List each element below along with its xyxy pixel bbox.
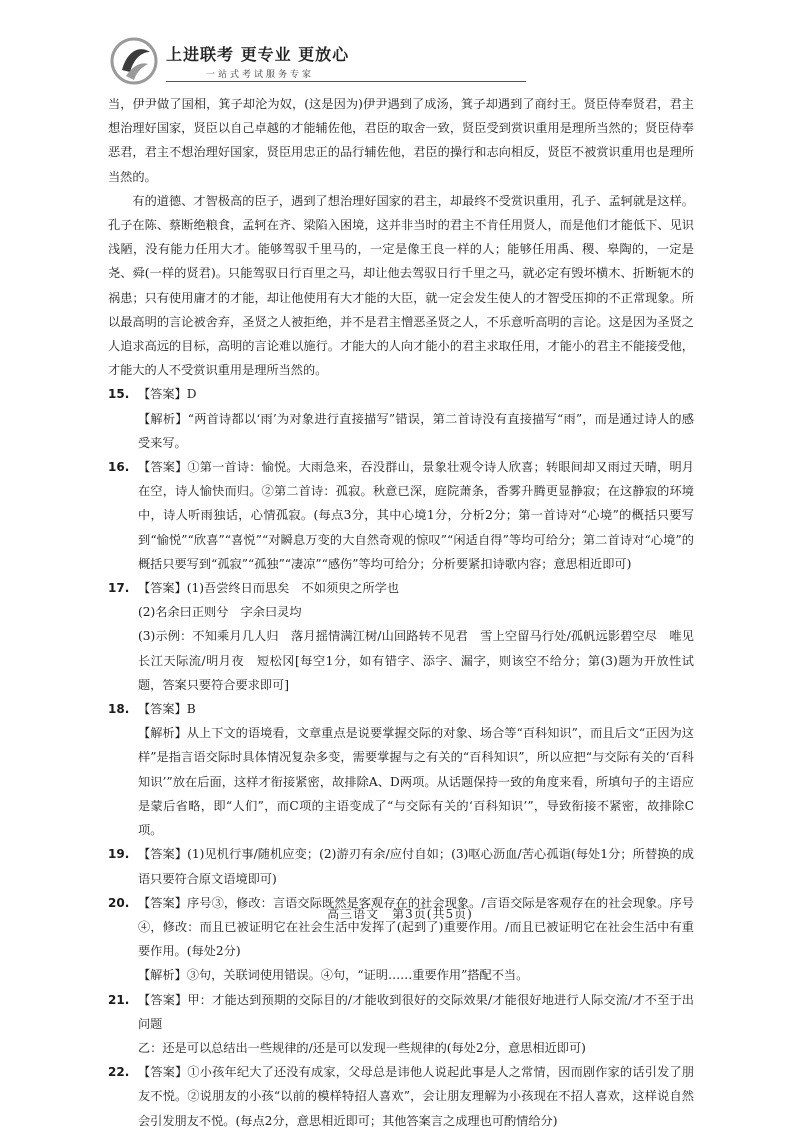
answer-item-16 xyxy=(108,455,694,576)
answer-line: 【答案】B xyxy=(138,702,196,717)
answer-line: 【答案】①小孩年纪大了还没有成家，父母总是讳他人说起此事是人之常情，因而剧作家的话引发了朋友不悦。②说朋友的小孩“以前的模样特招人喜欢”，会让朋友理解为小孩现在不招人喜欢，这样说自然会引发朋友不悦。(每点2分，意思相近即可；其他答案言之成理也可酌情给分) xyxy=(138,1065,694,1128)
answer-line: (3)示例：不知乘月几人归 落月摇情满江树/山回路转不见君 雪上空留马行处/孤帆远影碧空尽 唯见长江天际流/明月夜 短松冈[每空1分，如有错字、添字、漏字，则该空不给分；第(3)题为开放性试题，答案只要符合要求即可] xyxy=(138,629,694,692)
answer-line: (2)名余曰正则兮 字余曰灵均 xyxy=(138,605,302,620)
answer-item-21 xyxy=(108,988,694,1061)
header-rule xyxy=(166,81,526,82)
brand-tagline: 一站式考试服务专家 xyxy=(206,70,315,80)
header xyxy=(108,34,708,94)
answer-line: 【答案】序号③，修改：言语交际既然是客观存在的社会现象。/言语交际是客观存在的社会现象。序号④，修改：而且已被证明它在社会生活中发挥了(起到了)重要作用。/而且已被证明它在社会生活中有重要作用。(每处2分) xyxy=(138,895,694,959)
question-number: 22. xyxy=(108,1065,130,1080)
question-number: 17. xyxy=(108,581,130,596)
content xyxy=(108,92,694,1133)
answer-line: 【答案】甲：才能达到预期的交际目的/才能收到很好的交际效果/才能很好地进行人际交流/才不至于出问题 xyxy=(138,992,694,1031)
passage-paragraph-1: 当，伊尹做了国相，箕子却沦为奴，(这是因为)伊尹遇到了成汤，箕子却遇到了商纣王。贤臣侍奉贤君，君主想治理好国家，贤臣以自己卓越的才能辅佐他，君臣的取舍一致，贤臣受到赏识重用是理所当然的；贤臣侍奉恶君，君主不想治理好国家，贤臣用忠正的品行辅佐他，君臣的操行和志向相反，贤臣不被赏识重用也是理所当然的。 xyxy=(108,97,694,184)
answer-item-19 xyxy=(108,842,694,890)
question-number: 20. xyxy=(108,895,130,910)
answer-line: 【答案】D xyxy=(138,387,197,402)
question-number: 19. xyxy=(108,847,130,862)
answer-line: 【答案】(1)见机行事/随机应变；(2)游刃有余/应付自如；(3)呕心沥血/苦心孤诣(每处1分；所替换的成语只要符合原文语境即可) xyxy=(138,847,694,886)
question-number: 18. xyxy=(108,702,130,717)
answer-item-18 xyxy=(108,697,694,842)
passage-paragraph-2: 有的道德、才智极高的臣子，遇到了想治理好国家的君主，却最终不受赏识重用，孔子、孟轲就是这样。孔子在陈、蔡断绝粮食，孟轲在齐、梁陷入困境，这并非当时的君主不肯任用贤人，而是他们才能低下、见识浅陋，没有能力任用大才。能够驾驭千里马的，一定是像王良一样的人；能够任用禹、稷、皋陶的，一定是尧、舜(一样的贤君)。只能驾驭日行百里之马，却让他去驾驭日行千里之马，就必定有毁坏横木、折断轭木的祸患；只有使用庸才的才能，却让他使用有大才能的大臣，就一定会发生使人的才智受压抑的不正常现象。所以最高明的言论被舍弃，圣贤之人被拒绝，并不是君主憎恶圣贤之人，不乐意听高明的言论。这是因为圣贤之人追求高远的目标，高明的言论难以施行。才能大的人向才能小的君主求取任用，才能小的君主不能接受他，才能大的人不受赏识重用是理所当然的。 xyxy=(108,193,694,378)
page-footer: 高三语文 第3页(共5页) xyxy=(327,907,473,921)
analysis-line: 【解析】③句，关联词使用错误。④句，“证明……重要作用”搭配不当。 xyxy=(138,968,529,983)
answer-item-15 xyxy=(108,382,694,455)
analysis-line: 【解析】从上下文的语境看，文章重点是说要掌握交际的对象、场合等“百科知识”，而且后文“正因为这样”是指言语交际时具体情况复杂多变，需要掌握与之有关的“百科知识”，所以应把“与交际有关的‘百科知识’”放在后面，这样才衔接紧密，故排除A、D两项。从话题保持一致的角度来看，所填句子的主语应是蒙后省略，即“人们”，而C项的主语变成了“与交际有关的‘百科知识’”，导致衔接不紧密，故排除C项。 xyxy=(138,726,694,838)
brand-slogan: 上进联考 更专业 更放心 xyxy=(166,45,350,64)
brand-logo-icon xyxy=(108,34,162,88)
analysis-line: 【解析】“两首诗都以‘雨’为对象进行直接描写”错误，第二首诗没有直接描写“雨”，而是通过诗人的感受来写。 xyxy=(138,411,694,450)
question-number: 16. xyxy=(108,460,130,475)
question-number: 15. xyxy=(108,387,130,402)
answer-line: 【答案】①第一首诗：愉悦。大雨急来，吞没群山，景象壮观令诗人欣喜；转眼间却又雨过天晴，明月在空，诗人愉快而归。②第二首诗：孤寂。秋意已深，庭院萧条，香雾升腾更显静寂；在这静寂的环境中，诗人听雨独话，心情孤寂。(每点3分，其中心境1分，分析2分；第一首诗对“心境”的概括只要写到“愉悦”“欣喜”“喜悦”“对瞬息万变的大自然奇观的惊叹”“闲适自得”等均可给分；第二首诗对“心境”的概括只要写到“孤寂”“孤独”“凄凉”“感伤”等均可给分；分析要紧扣诗歌内容；意思相近即可) xyxy=(138,460,694,571)
answer-line: 【答案】(1)吾尝终日而思矣 不如须臾之所学也 xyxy=(138,581,400,596)
answer-line: 乙：还是可以总结出一些规律的/还是可以发现一些规律的(每处2分，意思相近即可) xyxy=(138,1040,586,1055)
answer-item-17 xyxy=(108,576,694,697)
question-number: 21. xyxy=(108,992,130,1007)
answer-item-22 xyxy=(108,1060,694,1133)
